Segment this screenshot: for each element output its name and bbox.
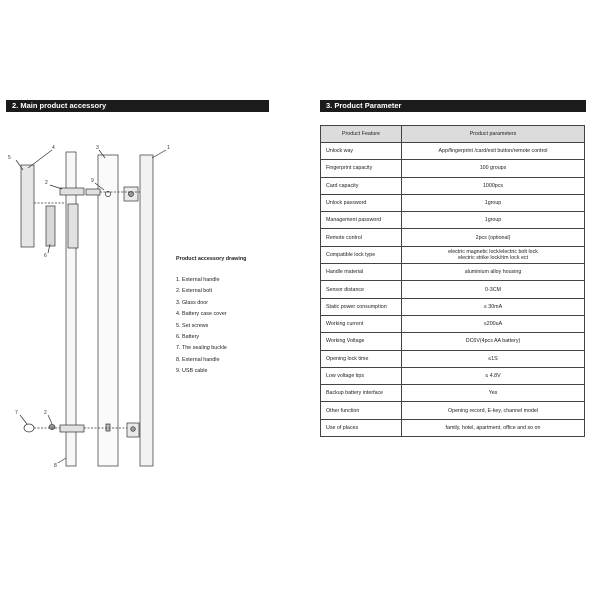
parameter-cell: ≤ 30mA (402, 298, 585, 315)
feature-cell: Sensor distance (321, 281, 402, 298)
parameter-cell: Yes (402, 385, 585, 402)
table-row (321, 281, 585, 298)
glass-door-panel (98, 155, 118, 466)
battery (46, 206, 55, 246)
table-body (321, 143, 585, 437)
table-row (321, 402, 585, 419)
callout-7: 7 (15, 410, 18, 416)
section-header-parameter: 3. Product Parameter (320, 100, 586, 112)
feature-cell: Handle material (321, 264, 402, 281)
parameter-cell: Opening record, E-key, channel model (402, 402, 585, 419)
feature-cell: Opening lock time (321, 350, 402, 367)
feature-cell: Other function (321, 402, 402, 419)
parameter-cell: DC6V(4pcs AA battery) (402, 333, 585, 350)
feature-cell: Backup battery interface (321, 385, 402, 402)
external-handle-bar (66, 152, 76, 466)
table-row (321, 315, 585, 332)
header-feature: Product Feature (321, 126, 402, 143)
section-header-accessory: 2. Main product accessory (6, 100, 269, 112)
parameter-line: electric strike lock/rim lock ect (457, 254, 529, 261)
feature-cell: Management password (321, 212, 402, 229)
table-row (321, 246, 585, 263)
table-row (321, 419, 585, 436)
table-row (321, 264, 585, 281)
upper-bolt-block (60, 188, 84, 195)
lower-bolt-block (60, 425, 84, 432)
door-lock-slot (106, 424, 110, 431)
legend-item: 8. External handle (176, 356, 220, 363)
legend-item: 6. Battery (176, 334, 200, 341)
legend-item: 9. USB cable (176, 368, 208, 375)
parameter-cell: family, hotel, apartment, office and so on (402, 419, 585, 436)
parameter-cell: 1000pcs (402, 177, 585, 194)
parameter-cell: 0-3CM (402, 281, 585, 298)
legend-item: 5. Set screws (176, 322, 209, 329)
parameter-line: electric magnetic lock/electric bolt lock (448, 248, 538, 255)
table-row (321, 160, 585, 177)
table-row (321, 350, 585, 367)
legend-item: 4. Battery case cover (176, 311, 227, 318)
sealing-buckle (24, 424, 34, 432)
right-handle-bar (140, 155, 153, 466)
table-row (321, 298, 585, 315)
parameter-cell: 100 groups (402, 160, 585, 177)
battery-holder (68, 204, 78, 248)
table-row (321, 143, 585, 160)
parameter-cell: ≤ 4.8V (402, 367, 585, 384)
callout-5: 5 (8, 155, 11, 161)
callout-4: 4 (52, 145, 55, 151)
table-row (321, 177, 585, 194)
parameter-cell: 1group (402, 194, 585, 211)
feature-cell: Static power consumption (321, 298, 402, 315)
parameter-cell: App/fingerprint /card/exit button/remote control (402, 143, 585, 160)
feature-cell: Remote control (321, 229, 402, 246)
table-header-row (321, 126, 585, 143)
table-row (321, 212, 585, 229)
legend-list (176, 275, 286, 378)
callout-1: 1 (167, 145, 170, 151)
parameter-cell: ≤1S (402, 350, 585, 367)
feature-cell: Unlock password (321, 194, 402, 211)
upper-bolt-block-right (86, 189, 100, 195)
legend-item: 7. The sealing buckle (176, 345, 227, 352)
feature-cell: Low voltage tips (321, 367, 402, 384)
table-row (321, 367, 585, 384)
legend-item: 3. Glass door (176, 299, 209, 306)
feature-cell: Working current (321, 315, 402, 332)
callout-8: 8 (54, 463, 57, 469)
parameter-cell (402, 246, 585, 263)
product-parameter-table (320, 125, 585, 437)
legend-title: Product accessory drawing (176, 256, 247, 262)
parameter-cell: 1group (402, 212, 585, 229)
table-row (321, 229, 585, 246)
callout-9: 9 (91, 178, 94, 184)
table-row (321, 385, 585, 402)
table-row (321, 194, 585, 211)
header-parameters: Product parameters (402, 126, 585, 143)
feature-cell: Compatible lock type (321, 246, 402, 263)
legend-item: 2. External bolt (176, 288, 212, 295)
feature-cell: Working Voltage (321, 333, 402, 350)
battery-case-cover (21, 165, 34, 247)
feature-cell: Card capacity (321, 177, 402, 194)
callout-2-lower: 2 (44, 410, 47, 416)
callout-6: 6 (44, 253, 47, 259)
parameter-cell: ≤200uA (402, 315, 585, 332)
table-row (321, 333, 585, 350)
legend-item: 1. External handle (176, 277, 220, 283)
feature-cell: Fingerprint capacity (321, 160, 402, 177)
callout-2-upper: 2 (45, 180, 48, 186)
callout-3: 3 (96, 145, 99, 151)
feature-cell: Unlock way (321, 143, 402, 160)
feature-cell: Use of places (321, 419, 402, 436)
parameter-cell: aluminium alloy housing (402, 264, 585, 281)
parameter-cell: 2pcs (optional) (402, 229, 585, 246)
accessory-legend (176, 256, 286, 378)
